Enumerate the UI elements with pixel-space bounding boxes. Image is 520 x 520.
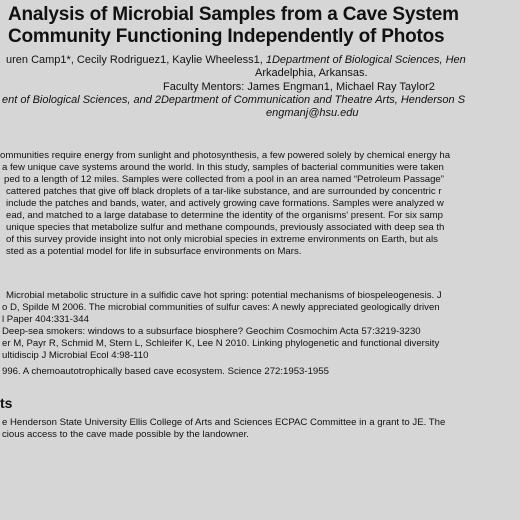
faculty-mentors: Faculty Mentors: James Engman1, Michael Ray Taylor2 (163, 81, 435, 93)
abstract-line: include the patches and bands, water, and actively growing cave formations. Samples were analyzed w (6, 198, 444, 209)
reference-line: l Paper 404:331-344 (2, 314, 89, 325)
author-affiliation-2: ent of Biological Sciences, and 2Department of Communication and Theatre Arts, Henderson S (2, 94, 466, 106)
reference-line: Microbial metabolic structure in a sulfidic cave hot spring: potential mechanisms of biospeleogenesis. J (6, 290, 442, 301)
author-names: uren Camp1*, Cecily Rodriguez1, Kaylie Wheeless1, (6, 54, 266, 66)
author-list (6, 54, 466, 66)
acknowledgments-line: e Henderson State University Ellis College of Arts and Sciences ECPAC Committee in a grant to JE. The (2, 417, 446, 428)
poster-title-line-1: Analysis of Microbial Samples from a Cave System (8, 4, 459, 25)
reference-line: er M, Payr R, Schmid M, Stern L, Schleifer K, Lee N 2010. Linking phylogenetic and functional diversity (2, 338, 440, 349)
author-affiliation-1: 1Department of Biological Sciences, Hen (265, 54, 466, 66)
abstract-line: unique species that metabolize sulfur and methane compounds, previously associated with deep sea th (6, 222, 445, 233)
reference-line: o D, Spilde M 2006. The microbial communities of sulfur caves: A newly appreciated geologically driven (2, 302, 440, 313)
abstract-line: ommunities require energy from sunlight and photosynthesis, a few powered solely by chemical energy ha (0, 150, 451, 161)
abstract-line: ped to a length of 12 miles. Samples were collected from a pool in an area named “Petroleum Passage” (4, 174, 444, 185)
acknowledgments-line: cious access to the cave made possible by the landowner. (2, 429, 249, 440)
reference-line: ultidiscip J Microbial Ecol 4:98-110 (2, 350, 149, 361)
reference-line: 996. A chemoautotrophically based cave ecosystem. Science 272:1953-1955 (2, 366, 329, 377)
abstract-line: sted as a potential model for life in subsurface environments on Mars. (6, 246, 302, 257)
contact-email: engmanj@hsu.edu (266, 107, 359, 119)
acknowledgments-heading: ts (0, 395, 13, 411)
abstract-line: a few unique cave systems around the world. In this study, samples of bacterial communities were taken (2, 162, 444, 173)
abstract-line: of this survey provide insight into not only microbial species in extreme environments on Earth, but als (6, 234, 438, 245)
reference-line: Deep-sea smokers: windows to a subsurface biosphere? Geochim Cosmochim Acta 57:3219-3230 (2, 326, 421, 337)
author-city: Arkadelphia, Arkansas. (255, 67, 368, 79)
abstract-line: ead, and matched to a large database to determine the identity of the organisms' present. For six samp (6, 210, 443, 221)
abstract-line: cattered patches that give off black droplets of a tar-like substance, and are surrounded by concentric r (6, 186, 442, 197)
poster-title-line-2: Community Functioning Independently of Photos (8, 26, 445, 47)
